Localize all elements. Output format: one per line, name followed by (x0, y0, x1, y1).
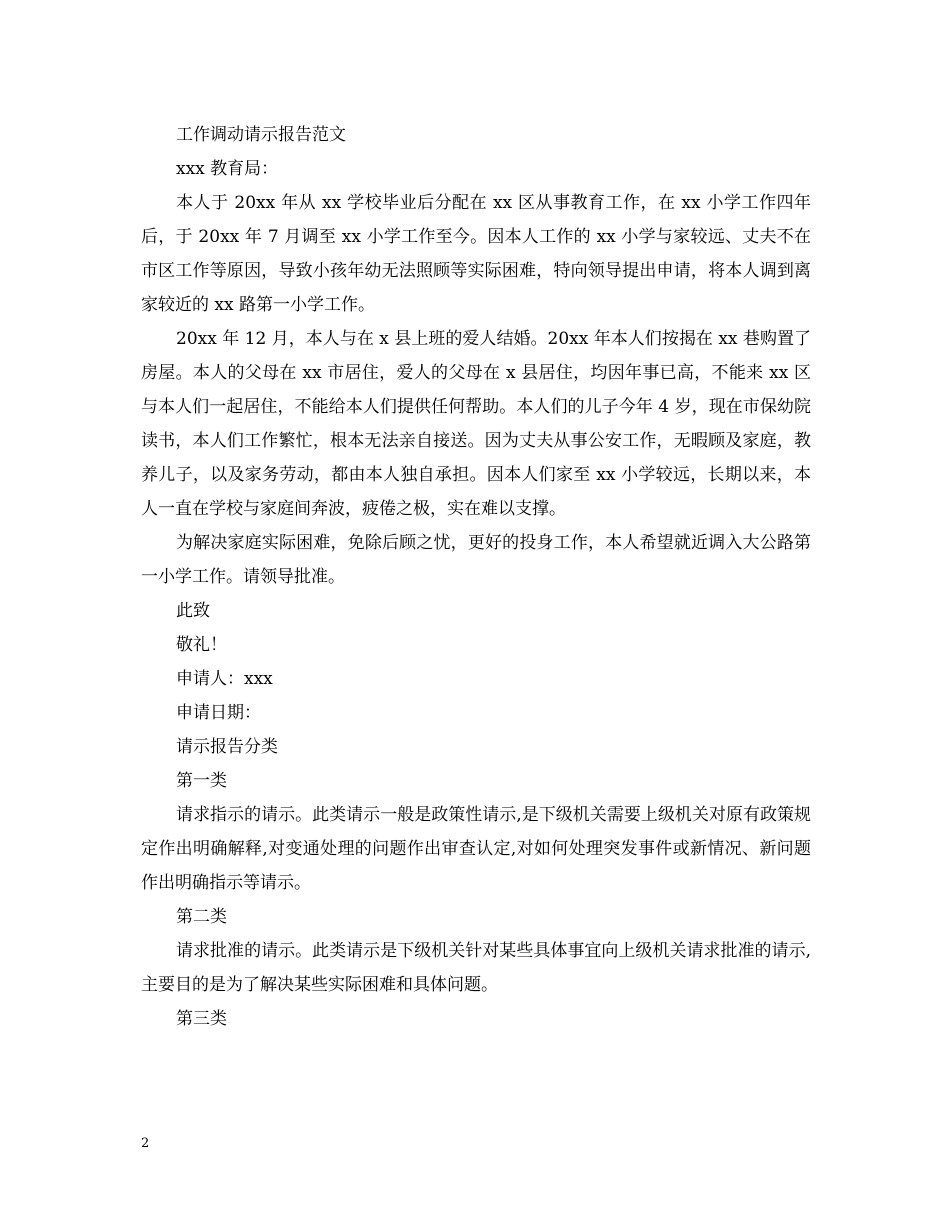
category-1-text: 请求指示的请示。此类请示一般是政策性请示,是下级机关需要上级机关对原有政策规定作出明确解释,对变通处理的问题作出审查认定,对如何处理突发事件或新情况、新问题作出明确指示等请示。 (141, 805, 811, 893)
document-title: 工作调动请示报告范文 (176, 125, 346, 145)
category-1-title: 第一类 (176, 771, 227, 791)
salutation: xxx 教育局： (176, 159, 279, 179)
body-paragraph-3: 为解决家庭实际困难，免除后顾之忧，更好的投身工作，本人希望就近调入大公路第一小学工作。请领导批准。 (141, 533, 811, 587)
body-paragraph-2: 20xx 年 12 月，本人与在 x 县上班的爱人结婚。20xx 年本人们按揭在 xx 巷购置了房屋。本人的父母在 xx 市居住，爱人的父母在 x 县居住，均因年事已高，不能来 xx 区与本人们一起居住，不能给本人们提供任何帮助。本人们的儿子今年 4 岁，现在市保幼院读书，本人们工作繁忙，根本无法亲自接送。因为丈夫从事公安工作，无暇顾及家庭，教养儿子，以及家务劳动，都由本人独自承担。因本人们家至 xx 小学较远，长期以来，本人一直在学校与家庭间奔波，疲倦之极，实在难以支撑。 (141, 329, 811, 519)
body-paragraph-1: 本人于 20xx 年从 xx 学校毕业后分配在 xx 区从事教育工作，在 xx 小学工作四年后，于 20xx 年 7 月调至 xx 小学工作至今。因本人工作的 xx 小学与家较远、丈夫不在市区工作等原因，导致小孩年幼无法照顾等实际困难，特向领导提出申请，将本人调到离家较近的 xx 路第一小学工作。 (141, 193, 811, 315)
section-title: 请示报告分类 (176, 737, 278, 757)
date-line: 申请日期： (176, 703, 261, 723)
closing-line-2: 敬礼！ (176, 635, 227, 655)
closing-line-1: 此致 (176, 601, 210, 621)
applicant-line: 申请人：xxx (176, 669, 273, 689)
category-2-title: 第二类 (176, 907, 227, 927)
category-3-title: 第三类 (176, 1009, 227, 1029)
page-number: 2 (141, 1136, 150, 1151)
document-body (141, 118, 811, 1036)
category-2-text: 请求批准的请示。此类请示是下级机关针对某些具体事宜向上级机关请求批准的请示,主要目的是为了解决某些实际困难和具体问题。 (141, 941, 811, 995)
